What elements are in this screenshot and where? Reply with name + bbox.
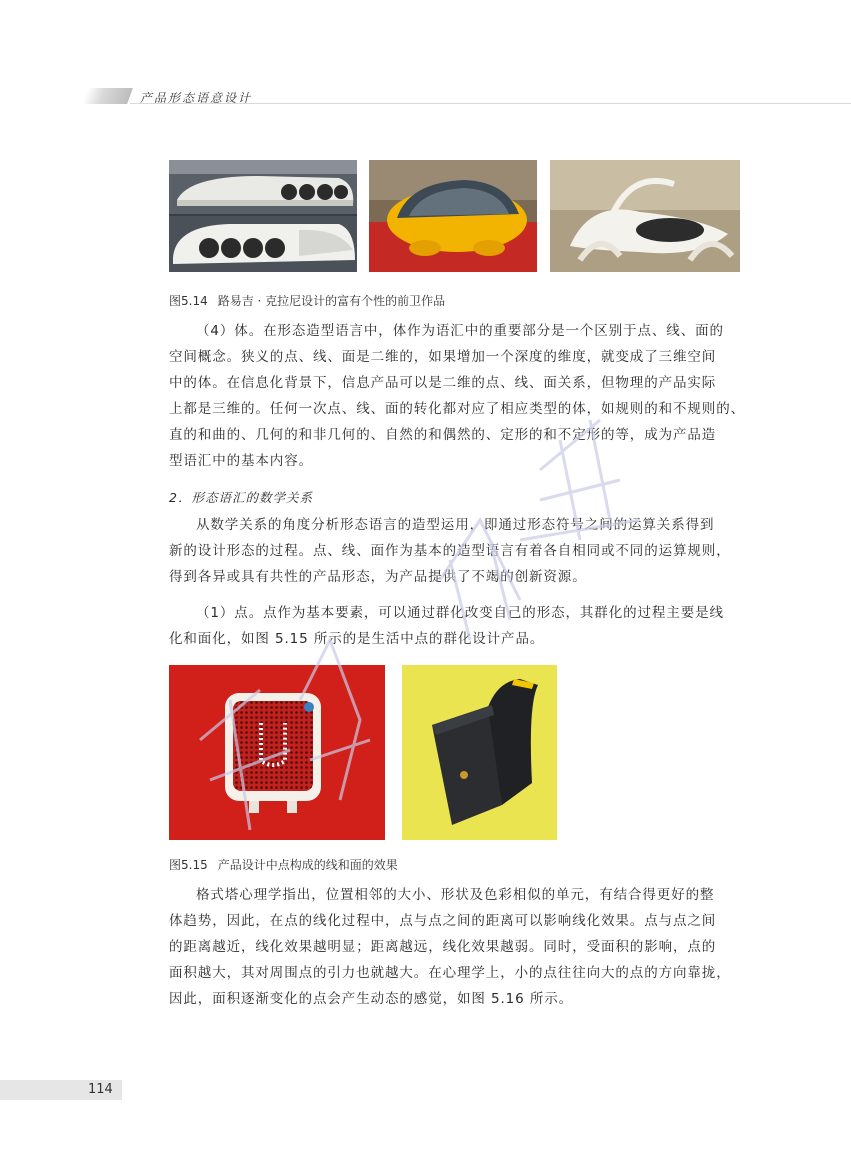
text-line: 体趋势，因此，在点的线化过程中，点与点之间的距离可以影响线化效果。点与点之间 [169,913,717,929]
paragraph-point [169,600,741,652]
text-line: （1）点。点作为基本要素，可以通过群化改变自己的形态，其群化的过程主要是线 [196,605,724,621]
text-line: 得到各异或具有共性的产品形态，为产品提供了不竭的创新资源。 [169,569,587,585]
white-curved-vehicle-photo [550,160,740,272]
page-number: 114 [88,1082,113,1097]
text-line: 新的设计形态的过程。点、线、面作为基本的造型语言有着各自相同或不同的运算规则， [169,543,731,559]
text-line: 化和面化，如图 5.15 所示的是生活中点的群化设计产品。 [169,631,545,647]
paragraph-solid [169,318,745,474]
running-header-title: 产品形态语意设计 [140,91,253,105]
paragraph-gestalt [169,882,741,1012]
yellow-bubble-car-photo [369,160,537,272]
text-line: 从数学关系的角度分析形态语言的造型运用，即通过形态符号之间的运算关系得到 [196,517,715,533]
caption-text: 路易吉 · 克拉尼设计的富有个性的前卫作品 [217,294,446,308]
text-line: 因此，面积逐渐变化的点会产生动态的感觉，如图 5.16 所示。 [169,991,574,1007]
caption-number: 图5.15 [169,858,208,872]
text-line: 上都是三维的。任何一次点、线、面的转化都对应了相应类型的体，如规则的和不规则的、 [169,401,745,417]
text-line: 空间概念。狭义的点、线、面是二维的，如果增加一个深度的维度，就变成了三维空间 [169,349,717,365]
figure-5-14-caption [169,292,445,309]
text-line: （4）体。在形态造型语言中，体作为语汇中的重要部分是一个区别于点、线、面的 [196,323,724,339]
paragraph-math-relations [169,512,741,590]
train-photo [169,160,357,272]
header-decoration [82,88,133,104]
dark-case-on-yellow-photo [402,665,557,840]
text-line: 的距离越近，线化效果越明显；距离越远，线化效果越弱。同时，受面积的影响，点的 [169,939,717,955]
text-line: 型语汇中的基本内容。 [169,453,313,469]
section-heading: 2．形态语汇的数学关系 [169,490,313,505]
dot-matrix-speaker-photo [169,665,385,840]
caption-number: 图5.14 [169,294,208,308]
text-line: 面积越大，其对周围点的引力也就越大。在心理学上，小的点往往向大的点的方向靠拢， [169,965,731,981]
text-line: 中的体。在信息化背景下，信息产品可以是二维的点、线、面关系，但物理的产品实际 [169,375,717,391]
caption-text: 产品设计中点构成的线和面的效果 [217,858,398,872]
text-line: 格式塔心理学指出，位置相邻的大小、形状及色彩相似的单元，有结合得更好的整 [196,887,715,903]
text-line: 直的和曲的、几何的和非几何的、自然的和偶然的、定形的和不定形的等，成为产品造 [169,427,717,443]
figure-5-15-caption [169,856,398,873]
